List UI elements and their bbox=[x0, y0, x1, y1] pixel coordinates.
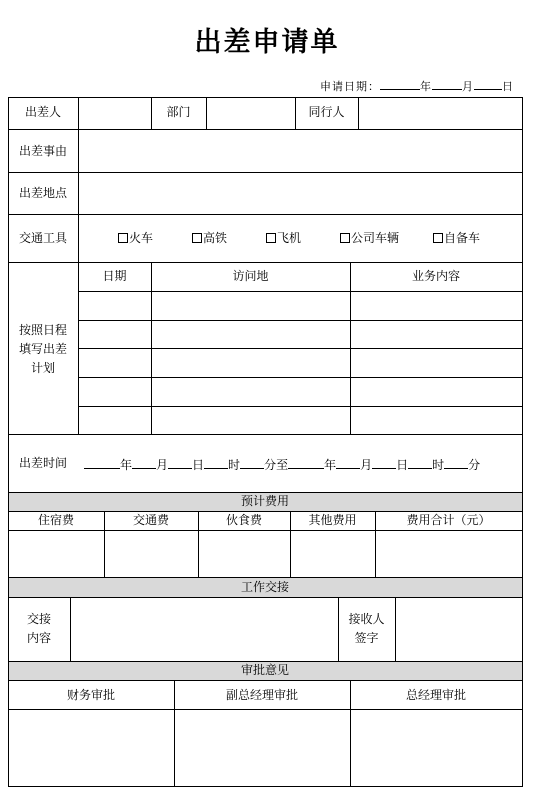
finance-approval-field[interactable] bbox=[9, 710, 174, 786]
approval-header-finance: 财务审批 bbox=[66, 688, 115, 702]
hline bbox=[8, 530, 523, 531]
transport-option-train[interactable]: 火车 bbox=[118, 231, 153, 245]
hline bbox=[8, 661, 523, 662]
day-unit: 日 bbox=[502, 80, 514, 93]
hline bbox=[78, 320, 523, 321]
expense-header-lodging: 住宿费 bbox=[37, 513, 74, 527]
gm-approval-field[interactable] bbox=[351, 710, 522, 786]
checkbox-icon bbox=[266, 233, 276, 243]
reason-label: 出差事由 bbox=[18, 144, 67, 158]
transport-option-company-car[interactable]: 公司车辆 bbox=[340, 231, 399, 245]
border-left bbox=[8, 97, 9, 787]
day-blank[interactable] bbox=[474, 79, 502, 90]
hline bbox=[8, 511, 523, 512]
checkbox-icon bbox=[192, 233, 202, 243]
handover-content-label: 交接 内容 bbox=[26, 612, 51, 645]
transport-option-own-car[interactable]: 自备车 bbox=[433, 231, 480, 245]
hline bbox=[8, 492, 523, 493]
hline bbox=[78, 377, 523, 378]
apply-date-label: 申请日期： bbox=[320, 80, 380, 93]
approval-section-title: 审批意见 bbox=[240, 663, 289, 677]
expense-header-other: 其他费用 bbox=[308, 513, 357, 527]
companion-label: 同行人 bbox=[308, 105, 345, 119]
handover-content-field[interactable] bbox=[71, 598, 338, 661]
location-field[interactable] bbox=[79, 173, 522, 214]
month-unit: 月 bbox=[462, 80, 474, 93]
traveler-field[interactable] bbox=[79, 98, 151, 129]
transport-label: 交通工具 bbox=[18, 231, 67, 245]
month-blank[interactable] bbox=[432, 79, 462, 90]
year-unit: 年 bbox=[420, 80, 432, 93]
hline bbox=[8, 262, 523, 263]
schedule-header-place: 访问地 bbox=[232, 269, 269, 283]
traveler-label: 出差人 bbox=[24, 105, 61, 119]
vline bbox=[350, 262, 351, 435]
dept-label: 部门 bbox=[166, 105, 191, 119]
hline bbox=[78, 348, 523, 349]
reason-field[interactable] bbox=[79, 130, 522, 172]
receiver-signature-field[interactable] bbox=[396, 598, 522, 661]
border-bottom bbox=[8, 786, 523, 787]
hline bbox=[8, 577, 523, 578]
vline bbox=[151, 262, 152, 435]
expense-header-total: 费用合计（元） bbox=[406, 513, 491, 527]
travel-time-field[interactable]: 年 月 日 时 分至 年 月 日 时 分 bbox=[84, 456, 480, 472]
border-right bbox=[522, 97, 523, 787]
expense-section-title: 预计费用 bbox=[240, 494, 289, 508]
approval-header-deputy-gm: 副总经理审批 bbox=[225, 688, 298, 702]
form-title: 出差申请单 bbox=[194, 27, 340, 58]
hline bbox=[8, 214, 523, 215]
transport-option-highspeed[interactable]: 高铁 bbox=[192, 231, 227, 245]
approval-header-gm: 总经理审批 bbox=[405, 688, 466, 702]
expense-header-meals: 伙食费 bbox=[225, 513, 262, 527]
checkbox-icon bbox=[118, 233, 128, 243]
hline bbox=[8, 680, 523, 681]
transport-option-plane[interactable]: 飞机 bbox=[266, 231, 301, 245]
handover-section-title: 工作交接 bbox=[240, 580, 289, 594]
schedule-label: 按照日程 填写出差 计划 bbox=[18, 323, 67, 375]
schedule-header-business: 业务内容 bbox=[411, 269, 460, 283]
deputy-gm-approval-field[interactable] bbox=[175, 710, 350, 786]
year-blank[interactable] bbox=[380, 79, 420, 90]
dept-field[interactable] bbox=[207, 98, 295, 129]
apply-date bbox=[320, 78, 514, 94]
checkbox-icon bbox=[433, 233, 443, 243]
hline bbox=[8, 434, 523, 435]
hline bbox=[78, 291, 523, 292]
companion-field[interactable] bbox=[359, 98, 522, 129]
schedule-header-date: 日期 bbox=[102, 269, 127, 283]
receiver-signature-label: 接收人 签字 bbox=[348, 612, 385, 645]
location-label: 出差地点 bbox=[18, 186, 67, 200]
hline bbox=[78, 406, 523, 407]
travel-time-label: 出差时间 bbox=[18, 456, 67, 470]
expense-header-transport: 交通费 bbox=[132, 513, 169, 527]
checkbox-icon bbox=[340, 233, 350, 243]
